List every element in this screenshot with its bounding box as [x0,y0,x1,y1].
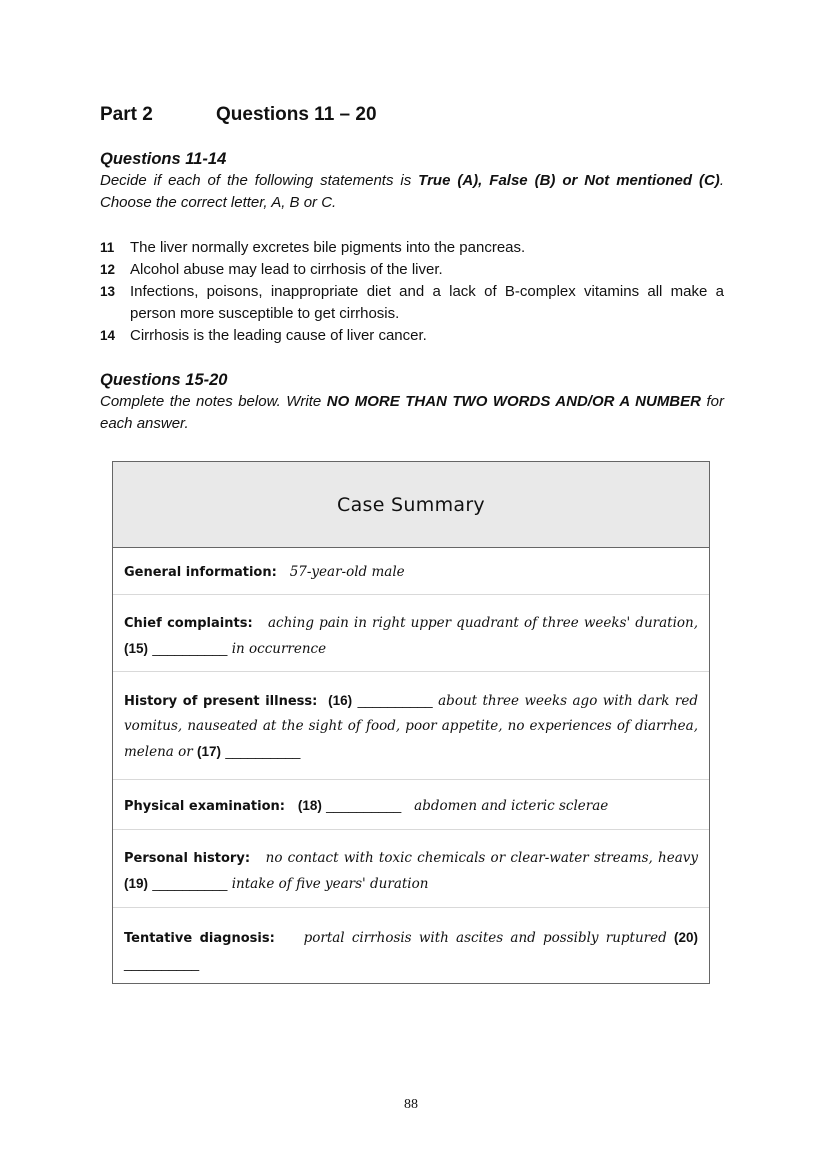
row-value: abdomen and icteric sclerae [414,798,609,814]
row-label: Tentative diagnosis: [124,931,275,946]
case-row-chief-complaints [113,595,709,672]
question-item [100,237,724,259]
answer-blank-15: __________ [152,641,228,656]
row-value: aching pain in right upper quadrant of three weeks' duration, [268,615,698,631]
question-item [100,281,724,325]
instr-text-end: for each answer. [100,393,724,432]
section-title: Questions 15-20 [100,371,228,389]
question-item [100,325,724,347]
case-summary-title: Case Summary [113,462,709,548]
row-value-tail: intake of five years' duration [231,876,429,892]
row-value: no contact with toxic chemicals or clear-water streams, heavy [265,850,698,866]
row-label: Chief complaints: [124,616,253,631]
row-label: Personal history: [124,851,251,866]
section-title: Questions 11-14 [100,150,227,168]
section-instructions [100,391,724,435]
question-number: 13 [100,284,116,299]
row-label: Physical examination: [124,799,285,814]
row-value-tail: in occurrence [231,641,327,657]
section-instructions [100,170,724,214]
row-label: History of present illness: [124,694,318,709]
section-questions-11-14 [100,148,724,214]
answer-blank-17: __________ [225,744,301,759]
question-text: The liver normally excretes bile pigments into the pancreas. [130,239,526,256]
answer-blank-16: __________ [357,693,433,708]
blank-number-15: (15) [124,641,149,656]
part-label: Part 2 [100,104,153,125]
question-text: Cirrhosis is the leading cause of liver cancer. [130,327,427,344]
question-number: 14 [100,328,116,343]
questions-range: Questions 11 – 20 [216,104,377,125]
row-label: General information: [124,565,277,580]
case-row-personal [113,830,709,908]
question-number: 12 [100,262,116,277]
question-item [100,259,724,281]
case-row-history [113,672,709,780]
instr-text-end: . Choose the correct letter, A, B or C. [100,172,724,211]
part-heading [100,104,377,126]
blank-number-16: (16) [328,693,353,708]
question-number: 11 [100,240,115,255]
blank-number-17: (17) [197,744,222,759]
case-summary-table [112,461,710,984]
question-text: Infections, poisons, inappropriate diet and a lack of B-complex vitamins all make a person more susceptible to get cirrhosis. [130,283,724,322]
instr-emphasis: NO MORE THAN TWO WORDS AND/OR A NUMBER [326,393,701,410]
page-number: 88 [404,1097,418,1112]
row-value: portal cirrhosis with ascites and possibly ruptured [303,930,667,946]
row-value: 57-year-old male [289,564,405,580]
answer-blank-18: __________ [326,798,402,813]
instr-emphasis: True (A), False (B) or Not mentioned (C) [418,172,720,189]
case-row-general [113,548,709,595]
instr-text: Complete the notes below. Write [100,393,327,410]
case-row-tentative [113,908,709,985]
blank-number-18: (18) [297,798,322,813]
answer-blank-19: __________ [152,876,228,891]
row-value: about three weeks ago with dark red vomitus, nauseated at the sight of food, poor appetite, no experiences of diarrhea, melena or [124,693,698,760]
section-questions-15-20 [100,369,724,435]
answer-blank-20: __________ [124,956,200,971]
blank-number-19: (19) [124,876,149,891]
question-list [100,237,724,347]
case-row-physical [113,780,709,830]
blank-number-20: (20) [673,930,698,945]
instr-text: Decide if each of the following statements is [100,172,419,189]
question-text: Alcohol abuse may lead to cirrhosis of the liver. [130,261,443,278]
